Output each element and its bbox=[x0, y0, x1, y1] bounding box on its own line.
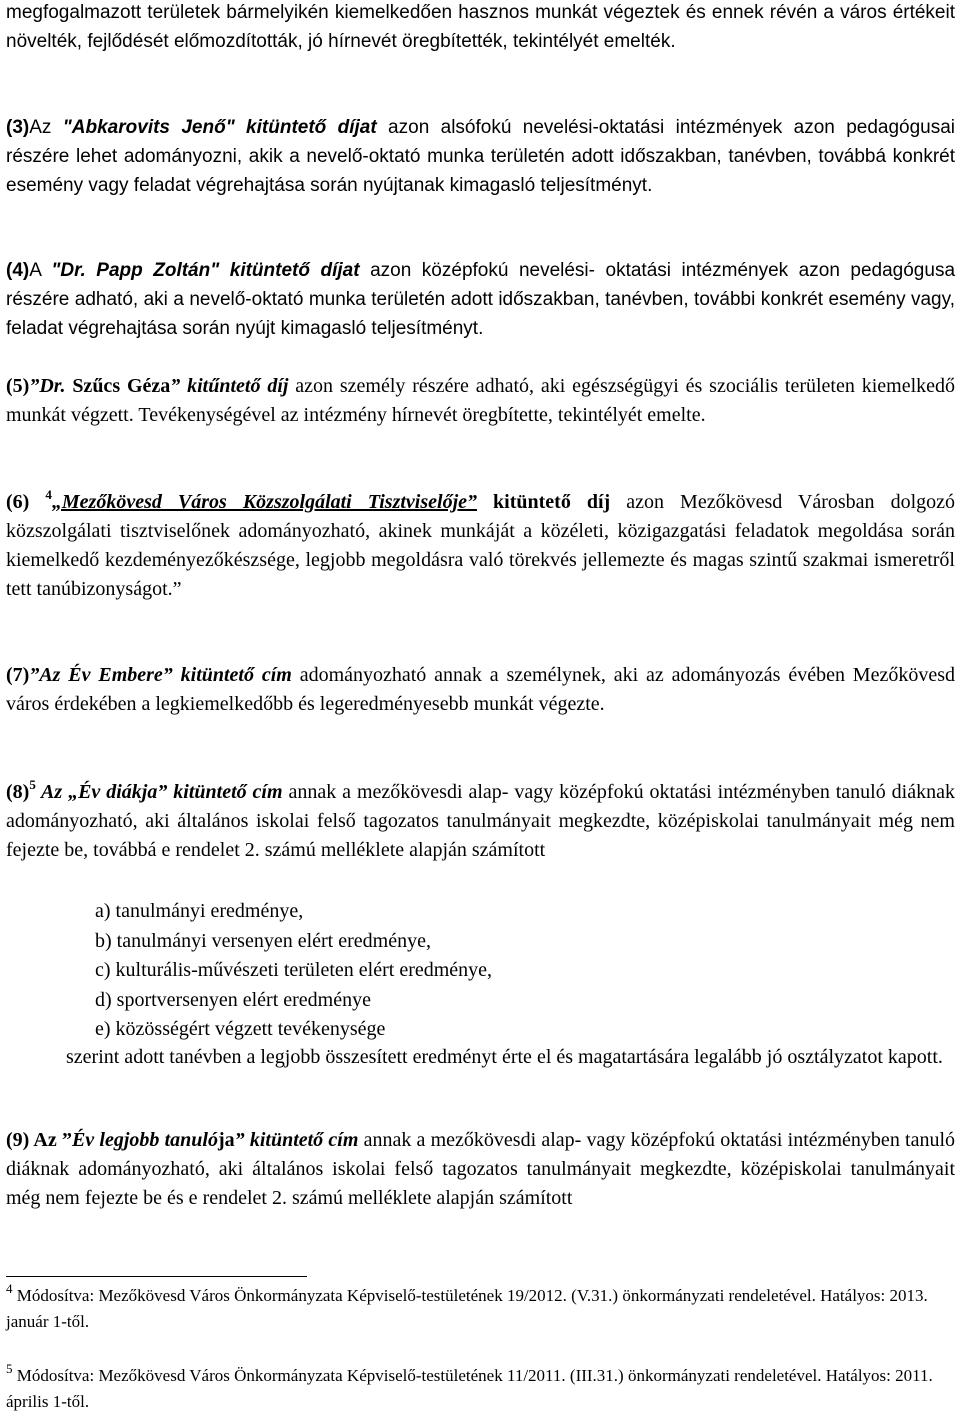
paragraph-6: (6) $^4$„Mezőkövesd Város Közszolgálati Tisztviselője” kitüntető díj azon Mezőkövesd Városban dolgozó közszolgálati tisztviselőnek adományozható, akinek munkáját a közéleti, közigazgatási feladatok megoldása során kiemelkedő kezdeményezőkészsége, legjobb megoldásra való törekvés jellemezte és magas szintű szakmai ismeretről tett tanúbizonyságot.” bbox=[6, 487, 956, 600]
award-title: „Mezőkövesd Város Közszolgálati Tisztviselője” bbox=[51, 491, 478, 513]
award-title: "Dr. Papp Zoltán" kitüntető díjat bbox=[51, 260, 360, 281]
paragraph-number: (9) bbox=[6, 1129, 30, 1151]
footnote-number: 4 bbox=[6, 1281, 13, 1296]
list-item: d) sportversenyen elért eredménye bbox=[95, 988, 371, 1011]
paragraph-8: $(8)^5$ Az „Év diákja” kitüntető cím annak a mezőkövesdi alap- vagy középfokú oktatási intézményben tanuló diáknak adományozható, aki általános iskolai felső tagozatos tanulmányait megkezdte, középiskolai tanulmányait még nem fejezte be, továbbá e rendelet 2. számú melléklete alapján számított bbox=[6, 777, 955, 861]
paragraph-7: (7)”Az Év Embere” kitüntető cím adományozható annak a személynek, aki az adományozás évében Mezőkövesd város érdekében a legkiemelkedőbb és legeredményesebb munkát végezte. bbox=[6, 664, 955, 715]
list-item: b) tanulmányi versenyen elért eredménye, bbox=[95, 929, 431, 952]
paragraph-9: (9) Az ”Év legjobb tanulója” kitüntető cím annak a mezőkövesdi alap- vagy középfokú oktatási intézményben tanuló diáknak adományozható, aki általános iskolai felső tagozatos tanulmányait megkezdte, középiskolai tanulmányait még nem fejezte be és e rendelet 2. számú melléklete alapján számított bbox=[6, 1129, 956, 1209]
criteria-conclusion: szerint adott tanévben a legjobb összesített eredményt érte el és magatartására legalább jó osztályzatot kapott. bbox=[66, 1046, 943, 1068]
footnote-5: $^5$ Módosítva: Mezőkövesd Város Önkormányzata Képviselő-testületének 11/2011. (III.31.) önkormányzati rendeletével. Hatályos: 2011. április 1-től. bbox=[6, 1361, 933, 1411]
award-title: Az „Év diákja” kitüntető cím bbox=[35, 781, 283, 803]
paragraph-5: (5)”Dr. Szűcs Géza” kitűntető díj azon személy részére adható, aki egészségügyi és szociális területen kiemelkedő munkát végzett. Tevékenységével az intézmény hírnevét öregbítette, tekintélyét emelte. bbox=[6, 375, 956, 426]
paragraph-4: (4)A "Dr. Papp Zoltán" kitüntető díjat azon középfokú nevelési- oktatási intézmények azon pedagógusa részére adható, aki a nevelő-oktató munka területén adott időszakban, tanévben, további konkrét esemény vagy, feladat végrehajtása során nyújt kimagasló teljesítményt. bbox=[6, 260, 956, 339]
list-item: c) kulturális-művészeti területen elért eredménye, bbox=[95, 959, 493, 981]
award-title: "Abkarovits Jenő" kitüntető díjat bbox=[62, 117, 377, 138]
footnote-number: 5 bbox=[6, 1361, 13, 1376]
paragraph-number: (5) bbox=[6, 375, 30, 397]
footnote-4: $^4$ Módosítva: Mezőkövesd Város Önkormányzata Képviselő-testületének 19/2012. (V.31.) önkormányzati rendeletével. Hatályos: 2013. január 1-től. bbox=[6, 1281, 928, 1331]
footnote-separator bbox=[6, 1276, 307, 1277]
criteria-list bbox=[95, 897, 492, 1045]
footnote-ref-4[interactable]: 4 bbox=[45, 487, 52, 502]
paragraph-number: (3) bbox=[6, 117, 30, 138]
paragraph-3: (3)Az "Abkarovits Jenő" kitüntető díjat azon alsófokú nevelési-oktatási intézmények azon pedagógusai részére lehet adományozni, akik a nevelő-oktató munka területén adott időszakban, tanévben, továbbá konkrét esemény vagy feladat végrehajtása során nyújtanak kimagasló teljesítményt. bbox=[6, 117, 956, 196]
list-item: e) közösségért végzett tevékenysége bbox=[95, 1018, 386, 1040]
paragraph-intro: megfogalmazott területek bármelyikén kiemelkedően hasznos munkát végeztek és ennek révén a város értékeit növelték, fejlődését előmozdították, jó hírnevét öregbítették, tekintélyét emelték. bbox=[6, 2, 955, 52]
paragraph-number: (8) bbox=[6, 781, 30, 803]
award-title: ”Az Év Embere” kitüntető cím bbox=[29, 664, 292, 686]
paragraph-number: (7) bbox=[6, 664, 30, 686]
footnote-ref-5[interactable]: 5 bbox=[29, 777, 36, 792]
paragraph-number: (4) bbox=[6, 260, 30, 281]
list-item: a) tanulmányi eredménye, bbox=[95, 900, 304, 922]
paragraph-number: (6) bbox=[6, 491, 30, 513]
award-title: ” kitüntető cím bbox=[234, 1129, 359, 1151]
award-title: ” kitűntető díj bbox=[170, 375, 289, 397]
